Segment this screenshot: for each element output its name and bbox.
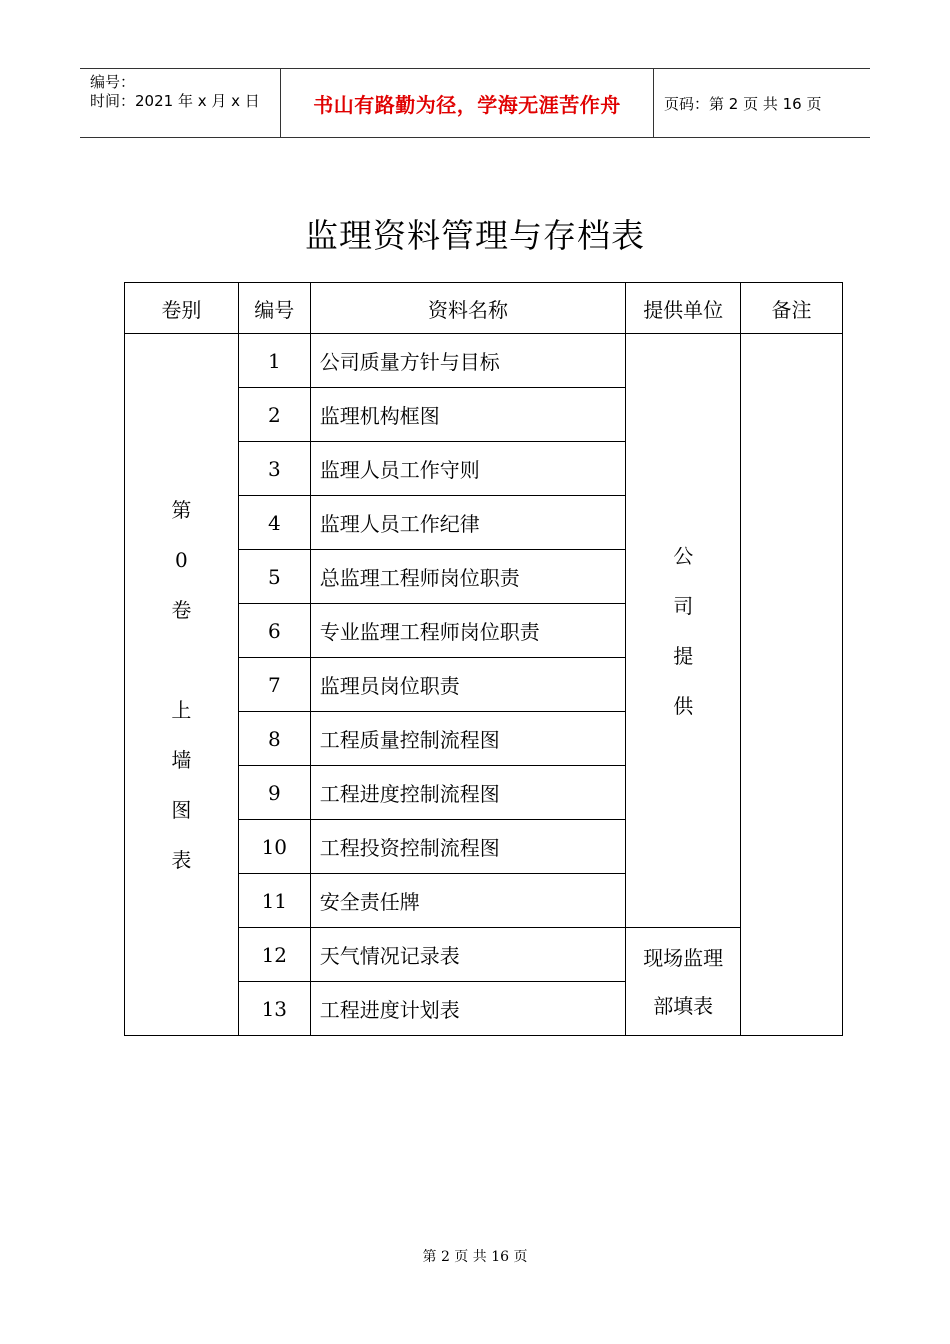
header-motto: 书山有路勤为径，学海无涯苦作舟: [281, 69, 654, 137]
row-doc-name: 监理员岗位职责: [310, 658, 626, 712]
provider-char: 提: [673, 643, 694, 668]
volume-spacer: [125, 635, 238, 685]
row-doc-name: 专业监理工程师岗位职责: [310, 604, 626, 658]
document-header: [80, 68, 870, 138]
row-doc-name: 监理人员工作守则: [310, 442, 626, 496]
provider-company-cell: [626, 334, 741, 928]
volume-char: 上: [171, 697, 192, 722]
row-number: 3: [238, 442, 310, 496]
row-number: 6: [238, 604, 310, 658]
row-doc-name: 监理人员工作纪律: [310, 496, 626, 550]
row-doc-name: 公司质量方针与目标: [310, 334, 626, 388]
row-number: 8: [238, 712, 310, 766]
row-doc-name: 总监理工程师岗位职责: [310, 550, 626, 604]
row-number: 10: [238, 820, 310, 874]
remarks-cell: [741, 334, 843, 1036]
row-number: 7: [238, 658, 310, 712]
header-provider: 提供单位: [626, 283, 741, 334]
row-doc-name: 工程进度计划表: [310, 982, 626, 1036]
row-number: 2: [238, 388, 310, 442]
header-meta: [80, 69, 281, 137]
page-title: 监理资料管理与存档表: [305, 216, 645, 255]
number-label: 编号：: [90, 73, 136, 91]
row-doc-name: 天气情况记录表: [310, 928, 626, 982]
provider-site-line: 现场监理: [643, 945, 724, 970]
header-volume: 卷别: [125, 283, 239, 334]
volume-cell: [125, 334, 239, 1036]
archive-table: [124, 282, 843, 1036]
header-page-info: 页码：第 2 页 共 16 页: [664, 94, 822, 113]
page-footer: 第 2 页 共 16 页: [422, 1249, 528, 1265]
row-number: 13: [238, 982, 310, 1036]
provider-char: 供: [673, 693, 694, 718]
row-doc-name: 监理机构框图: [310, 388, 626, 442]
row-number: 5: [238, 550, 310, 604]
provider-site-cell: [626, 928, 741, 1036]
row-number: 1: [238, 334, 310, 388]
provider-char: 司: [673, 593, 694, 618]
row-number: 11: [238, 874, 310, 928]
provider-char: 公: [673, 543, 694, 568]
row-doc-name: 工程质量控制流程图: [310, 712, 626, 766]
header-remarks: 备注: [741, 283, 843, 334]
volume-char: 0: [175, 547, 188, 572]
header-number: 编号: [238, 283, 310, 334]
volume-char: 卷: [171, 597, 192, 622]
row-number: 9: [238, 766, 310, 820]
row-doc-name: 工程投资控制流程图: [310, 820, 626, 874]
provider-site-line: 部填表: [653, 993, 714, 1018]
table-row: [125, 334, 843, 388]
volume-char: 表: [171, 847, 192, 872]
volume-char: 第: [171, 497, 192, 522]
row-doc-name: 工程进度控制流程图: [310, 766, 626, 820]
time-label: 时间：2021 年 x 月 x 日: [90, 92, 260, 110]
row-number: 4: [238, 496, 310, 550]
volume-char: 图: [171, 797, 192, 822]
row-number: 12: [238, 928, 310, 982]
volume-char: 墙: [171, 747, 192, 772]
row-doc-name: 安全责任牌: [310, 874, 626, 928]
header-doc-name: 资料名称: [310, 283, 626, 334]
table-header-row: [125, 283, 843, 334]
